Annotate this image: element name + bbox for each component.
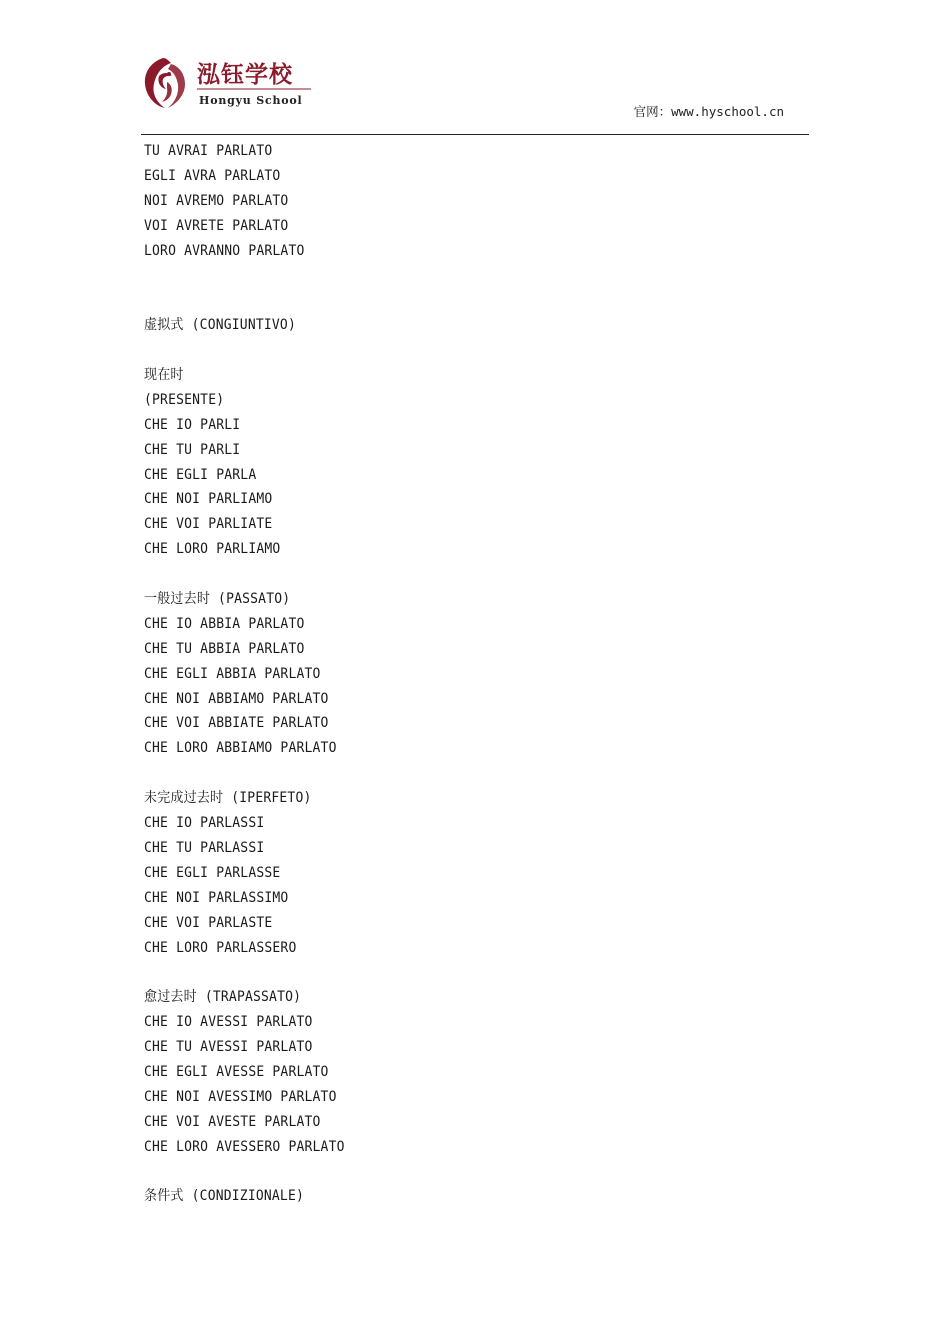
website-label: 官网：www.hyschool.cn xyxy=(633,104,784,119)
section-heading: 一般过去时 (PASSATO) xyxy=(144,591,291,608)
conjugation-line: CHE IO PARLASSI xyxy=(144,815,265,832)
phoenix-logo-icon xyxy=(141,54,316,112)
school-logo xyxy=(141,54,316,112)
section-heading: 愈过去时 (TRAPASSATO) xyxy=(144,989,302,1006)
header-divider xyxy=(141,134,809,135)
conjugation-line: CHE EGLI AVESSE PARLATO xyxy=(144,1063,329,1080)
conjugation-line: CHE TU PARLASSI xyxy=(144,839,265,856)
conjugation-line: CHE VOI PARLIATE xyxy=(144,516,273,533)
section-heading: 虚拟式 (CONGIUNTIVO) xyxy=(144,317,296,334)
conjugation-line: CHE NOI PARLASSIMO xyxy=(144,889,289,906)
conjugation-line: CHE IO AVESSI PARLATO xyxy=(144,1014,313,1031)
school-name-cn: 泓钰学校 xyxy=(197,61,293,88)
conjugation-line: CHE LORO PARLASSERO xyxy=(144,939,297,956)
blank-line xyxy=(144,1160,804,1185)
conjugation-line: CHE TU ABBIA PARLATO xyxy=(144,640,305,657)
conjugation-line: EGLI AVRA PARLATO xyxy=(144,167,281,184)
conjugation-line: CHE TU AVESSI PARLATO xyxy=(144,1039,313,1056)
conjugation-line: VOI AVRETE PARLATO xyxy=(144,217,289,234)
conjugation-line: NOI AVREMO PARLATO xyxy=(144,192,289,209)
conjugation-line: CHE EGLI ABBIA PARLATO xyxy=(144,665,321,682)
blank-line xyxy=(144,761,804,786)
blank-line xyxy=(144,288,804,313)
conjugation-line: (PRESENTE) xyxy=(144,391,225,408)
conjugation-line: CHE TU PARLI xyxy=(144,441,241,458)
conjugation-line: LORO AVRANNO PARLATO xyxy=(144,242,305,259)
blank-line xyxy=(144,562,804,587)
conjugation-line: CHE NOI PARLIAMO xyxy=(144,491,273,508)
conjugation-line: CHE EGLI PARLASSE xyxy=(144,864,281,881)
conjugation-line: CHE LORO AVESSERO PARLATO xyxy=(144,1138,345,1155)
conjugation-line: TU AVRAI PARLATO xyxy=(144,143,273,159)
blank-line xyxy=(144,960,804,985)
school-name-en: Hongyu School xyxy=(199,94,303,107)
document-body xyxy=(144,139,804,1209)
conjugation-line: CHE NOI ABBIAMO PARLATO xyxy=(144,690,329,707)
section-heading: 条件式 (CONDIZIONALE) xyxy=(144,1188,304,1205)
conjugation-line: CHE LORO PARLIAMO xyxy=(144,541,281,558)
conjugation-line: CHE IO PARLI xyxy=(144,416,241,433)
conjugation-line: CHE VOI PARLASTE xyxy=(144,914,273,931)
conjugation-line: CHE NOI AVESSIMO PARLATO xyxy=(144,1088,337,1105)
conjugation-line: CHE VOI ABBIATE PARLATO xyxy=(144,715,329,732)
page-header xyxy=(0,0,950,140)
blank-line xyxy=(144,263,804,288)
conjugation-line: CHE IO ABBIA PARLATO xyxy=(144,615,305,632)
conjugation-line: CHE EGLI PARLA xyxy=(144,466,257,483)
conjugation-line: CHE VOI AVESTE PARLATO xyxy=(144,1113,321,1130)
conjugation-line: CHE LORO ABBIAMO PARLATO xyxy=(144,740,337,757)
blank-line xyxy=(144,338,804,363)
section-heading: 未完成过去时 (IPERFETO) xyxy=(144,790,312,807)
section-heading: 现在时 xyxy=(144,367,184,384)
